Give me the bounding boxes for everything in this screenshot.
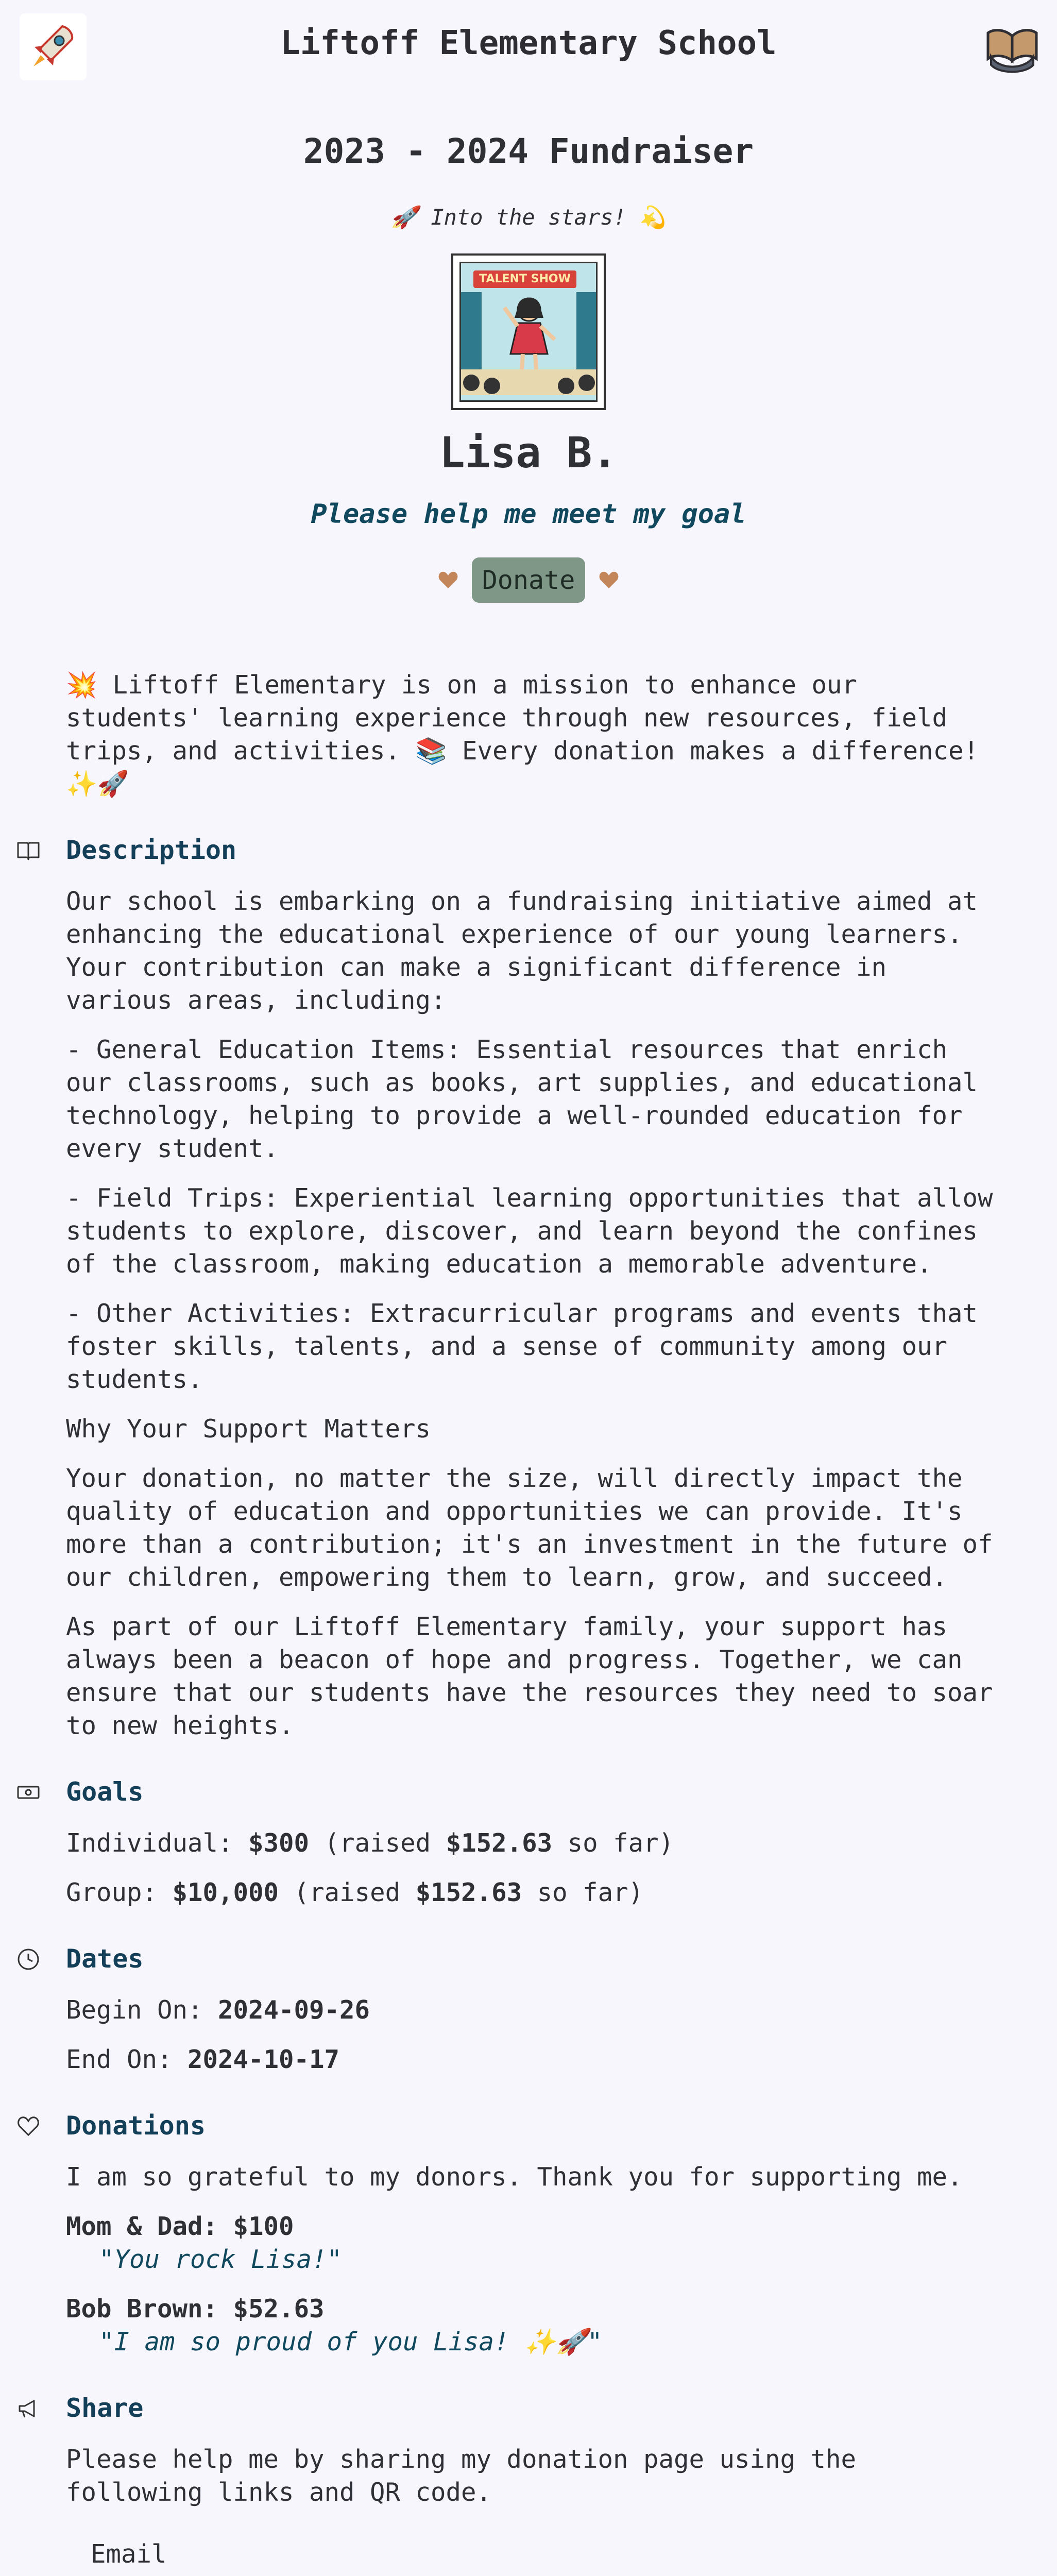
goal-raised: $152.63 [415,1878,522,1907]
donor-name: Bob Brown: $52.63 [66,2294,325,2324]
goal-raised: $152.63 [446,1828,553,1858]
heart-outline-icon [16,2114,40,2138]
money-bill-icon [16,1781,40,1804]
student-photo [451,253,606,410]
goal-target: $10,000 [172,1878,279,1907]
goal-label: Individual: [66,1828,233,1858]
end-date [66,2043,995,2076]
description-subheading: Why Your Support Matters [66,1414,431,1444]
campaign-tagline: 🚀 Into the stars! 💫 [390,205,667,230]
section-heading: Share [66,2393,144,2423]
student-name: Lisa B. [439,429,618,478]
description-paragraph: Your donation, no matter the size, will directly impact the quality of education and opportunities we can provide. It's more than a contribution; it's an investment in the future of our children, empowering them to learn, grow, and succeed. [66,1464,993,1592]
heart-icon [438,571,458,589]
end-value: 2024-10-17 [187,2045,340,2074]
section-heading: Donations [66,2111,206,2141]
book-hands-logo-icon[interactable] [984,23,1041,74]
goal-target: $300 [248,1828,310,1858]
donation-item [66,2293,995,2359]
megaphone-icon [16,2397,40,2420]
begin-value: 2024-09-26 [218,1995,370,2025]
heart-icon [599,571,619,589]
share-link-email[interactable]: Email [91,2539,167,2569]
donations-intro: I am so grateful to my donors. Thank you for supporting me. [66,2162,963,2192]
description-paragraph: As part of our Liftoff Elementary family, your support has always been a beacon of hope and progress. Together, we can ensure that our students have the resources they need to soar to new heights. [66,1612,993,1740]
donation-item [66,2210,995,2276]
begin-date [66,1994,995,2027]
school-name: Liftoff Elementary School [280,24,777,62]
dates-section [66,1942,995,2076]
goals-section [66,1775,995,1909]
fundraiser-title: 2023 - 2024 Fundraiser [303,131,754,171]
begin-label: Begin On: [66,1995,203,2025]
section-heading: Dates [66,1944,144,1974]
share-intro: Please help me by sharing my donation page using the following links and QR code. [66,2445,857,2507]
donor-name: Mom & Dad: $100 [66,2212,294,2241]
goal-label: Group: [66,1878,158,1907]
group-goal [66,1876,995,1909]
donor-message: "I am so proud of you Lisa! ✨🚀" [99,2327,603,2357]
end-label: End On: [66,2045,173,2074]
student-illustration [461,292,597,395]
clock-icon [16,1947,40,1971]
book-open-icon [16,839,40,862]
share-links [66,2530,995,2576]
goal-raised-prefix: (raised [324,1828,431,1858]
description-section [66,834,995,1742]
goal-plea: Please help me meet my goal [311,499,746,530]
donor-message: "You rock Lisa!" [99,2245,343,2274]
individual-goal [66,1827,995,1860]
goal-raised-suffix: so far) [537,1878,644,1907]
donate-button[interactable]: Donate [472,557,586,603]
intro-text: 💥 Liftoff Elementary is on a mission to enhance our students' learning experience through new resources, field trips, and activities. 📚 Every donation makes a difference! ✨🚀 [66,670,979,799]
section-heading: Description [66,835,237,865]
description-paragraph: Our school is embarking on a fundraising initiative aimed at enhancing the educational experience of our young learners. Your contribution can make a significant difference in various areas, including: [66,887,978,1015]
donations-section [66,2109,995,2359]
description-paragraph: - Other Activities: Extracurricular programs and events that foster skills, talents, and a sense of community among our students. [66,1299,978,1394]
page-header [0,0,1057,103]
share-section [66,2392,995,2576]
description-paragraph: - General Education Items: Essential resources that enrich our classrooms, such as books, art supplies, and educational technology, helping to provide a well-rounded education for every student. [66,1035,978,1163]
goal-raised-suffix: so far) [567,1828,674,1858]
description-paragraph: - Field Trips: Experiential learning opportunities that allow students to explore, discover, and learn beyond the confines of the classroom, making education a memorable adventure. [66,1183,993,1279]
section-heading: Goals [66,1777,144,1807]
donate-row [0,557,1057,603]
photo-banner: TALENT SHOW [473,270,576,288]
goal-raised-prefix: (raised [294,1878,401,1907]
